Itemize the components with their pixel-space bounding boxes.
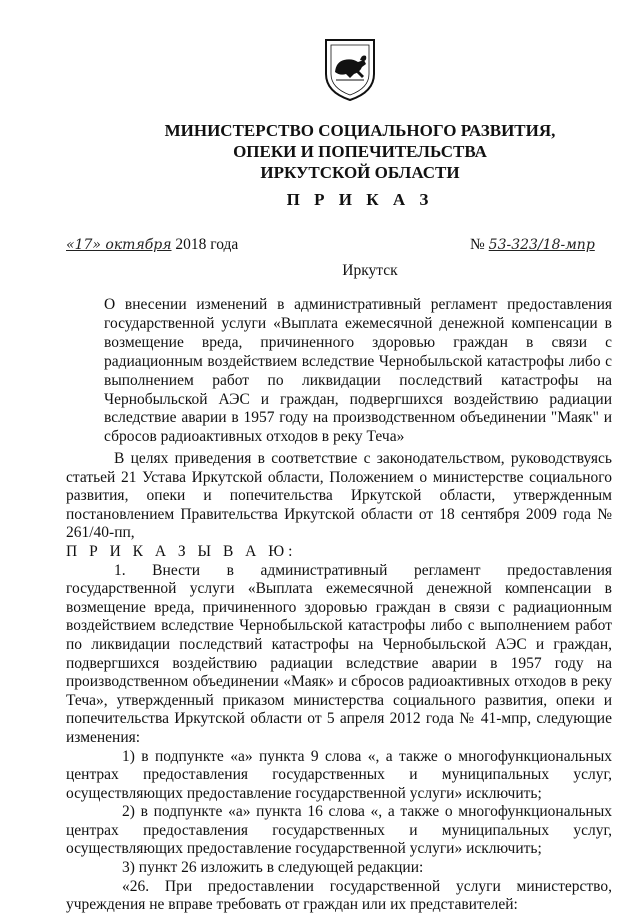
preamble-paragraph: В целях приведения в соответствие с законодательством, руководствуясь статьей 21 Устава Иркутской области, Положением о министерстве социального развития, опеки и попечительства Иркутской области, утвержденным постановлением Правительства Иркутской области от 18 сентября 2009 года № 261/40-пп, [66,450,612,542]
document-type: П Р И К А З [286,190,434,209]
subitem-3-paragraph: 3) пункт 26 изложить в следующей редакции: [122,859,424,877]
order-title: О внесении изменений в административный регламент предоставления государственной услуги «Выплата ежемесячной денежной компенсации в возмещение вреда, причиненного здоровью граждан в связи с радиационным воздействием вследствие Чернобыльской катастрофы либо с выполнением работ по ликвидации последствий катастрофы на Чернобыльской АЭС и граждан, подвергшихся воздействию радиации вследствие аварии в 1957 году на производственном объединении "Маяк" и сбросов радиоактивных отходов в реку Теча» [104,296,612,446]
ministry-line: МИНИСТЕРСТВО СОЦИАЛЬНОГО РАЗВИТИЯ, [164,121,556,140]
subitem-2-paragraph: 2) в подпункте «а» пункта 16 слова «, а также о многофункциональных центрах предоставления государственных и муниципальных услуг, осуществляющих предоставление государственной услуги» исключить; [66,803,612,858]
order-body [66,450,612,915]
order-number [470,236,595,254]
order-date [66,236,238,254]
ministry-line: ИРКУТСКОЙ ОБЛАСТИ [260,163,460,182]
number-prefix: № [470,236,485,253]
city: Иркутск [342,262,398,279]
handwritten-number: 53-323/18-мпр [488,237,595,253]
subitem-1-paragraph: 1) в подпункте «а» пункта 9 слова «, а также о многофункциональных центрах предоставления государственных и муниципальных услуг, осуществляющих предоставление государственной услуги» исключить; [66,747,612,802]
ministry-line: ОПЕКИ И ПОПЕЧИТЕЛЬСТВА [233,142,487,161]
ministry-name [150,120,570,183]
handwritten-date: «17» октября [66,237,172,253]
date-year: 2018 года [175,236,239,253]
item-1-paragraph: 1. Внести в административный регламент предоставления государственной услуги «Выплата ежемесячной денежной компенсации в возмещение вреда, причиненного здоровью граждан в связи с радиационным воздействием вследствие Чернобыльской катастрофы либо с выполнением работ по ликвидации последствий катастрофы на Чернобыльской АЭС и граждан, подвергшихся воздействию радиации вследствие аварии в 1957 году на производственном объединении «Маяк» и сбросов радиоактивных отходов в реку Теча», утвержденный приказом министерства социального развития, опеки и попечительства Иркутской области от 5 апреля 2012 года № 41-мпр, следующие изменения: [66,561,612,746]
quote-paragraph: «26. При предоставлении государственной услуги министерство, учреждения не вправе требовать от граждан или их представителей: [66,877,612,914]
irkutsk-coat-of-arms-icon [322,34,378,102]
order-word: П Р И К А З Ы В А Ю: [66,542,297,560]
